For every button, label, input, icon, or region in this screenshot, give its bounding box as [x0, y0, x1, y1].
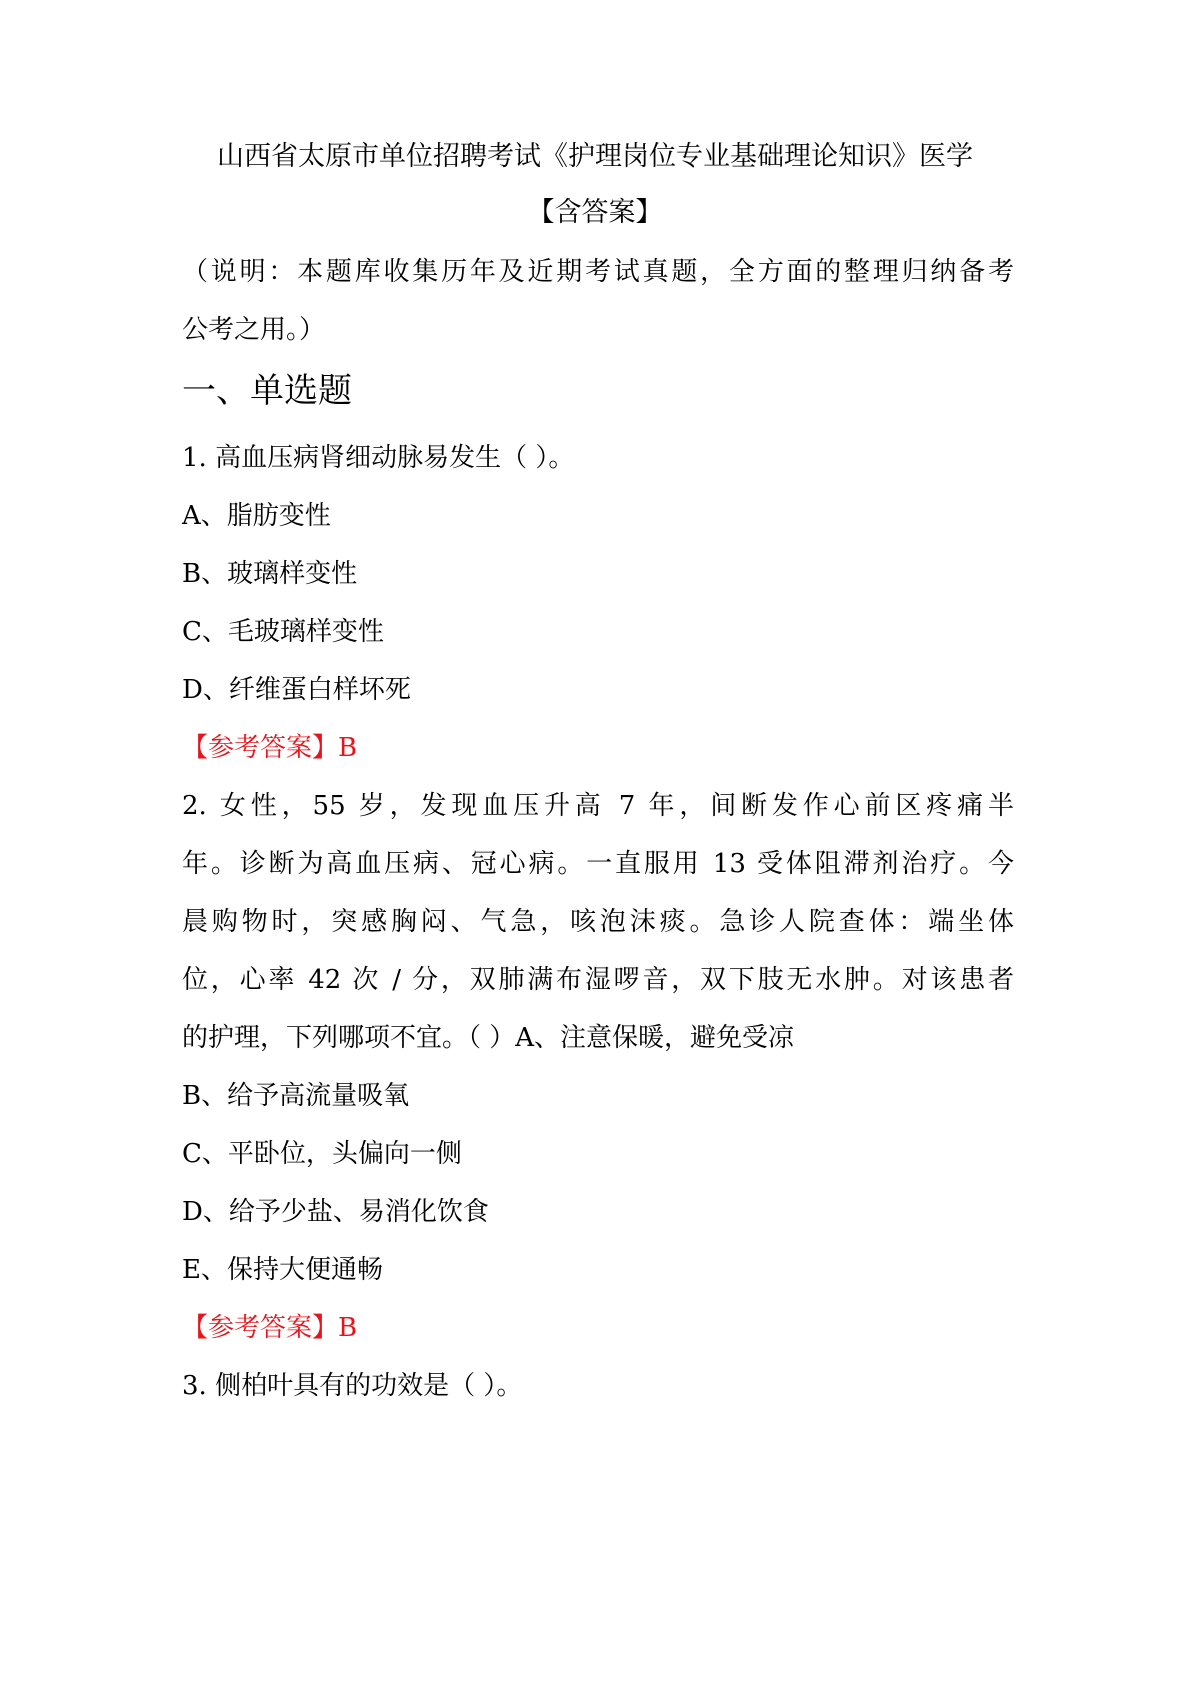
note-line-2: 公考之用。） [182, 315, 326, 345]
question-2-stem-line-1: 2. 女性，55 岁，发现血压升高 7 年，间断发作心前区疼痛半 [182, 791, 1014, 821]
question-2-option-e: E、保持大便通畅 [182, 1255, 383, 1285]
question-2-stem-line-4: 位，心率 42 次 / 分，双肺满布湿啰音，双下肢无水肿。对该患者 [182, 965, 1014, 995]
answer-value: B [338, 733, 358, 763]
document-title-line-1: 山西省太原市单位招聘考试《护理岗位专业基础理论知识》医学 [217, 141, 973, 172]
question-2-option-b: B、给予高流量吸氧 [182, 1081, 410, 1111]
answer-value: B [338, 1313, 358, 1343]
question-1-answer [182, 731, 357, 765]
question-1-option-c: C、毛玻璃样变性 [182, 617, 384, 647]
answer-label: 【参考答案】 [182, 1313, 339, 1343]
question-2-stem-line-3: 晨购物时，突感胸闷、气急，咳泡沫痰。急诊人院查体：端坐体 [182, 907, 1014, 937]
question-2-option-c: C、平卧位，头偏向一侧 [182, 1139, 462, 1169]
note-line-1: （说明：本题库收集历年及近期考试真题，全方面的整理归纳备考 [182, 257, 1014, 287]
question-1-option-a: A、脂肪变性 [182, 501, 331, 531]
question-1-option-d: D、纤维蛋白样坏死 [182, 675, 411, 705]
question-2-answer [182, 1311, 357, 1345]
section-heading: 一、单选题 [182, 371, 352, 411]
question-3-stem: 3. 侧柏叶具有的功效是（ ）。 [182, 1371, 523, 1401]
question-1-option-b: B、玻璃样变性 [182, 559, 358, 589]
question-2-stem-line-2: 年。诊断为高血压病、冠心病。一直服用 13 受体阻滞剂治疗。今 [182, 849, 1014, 879]
question-2-stem-line-5: 的护理，下列哪项不宜。（ ）A、注意保暖，避免受凉 [182, 1023, 795, 1053]
question-2-option-d: D、给予少盐、易消化饮食 [182, 1197, 489, 1227]
question-1-stem: 1. 高血压病肾细动脉易发生（ ）。 [182, 443, 575, 473]
answer-label: 【参考答案】 [182, 733, 339, 763]
document-title-line-2: 【含答案】 [527, 197, 663, 228]
